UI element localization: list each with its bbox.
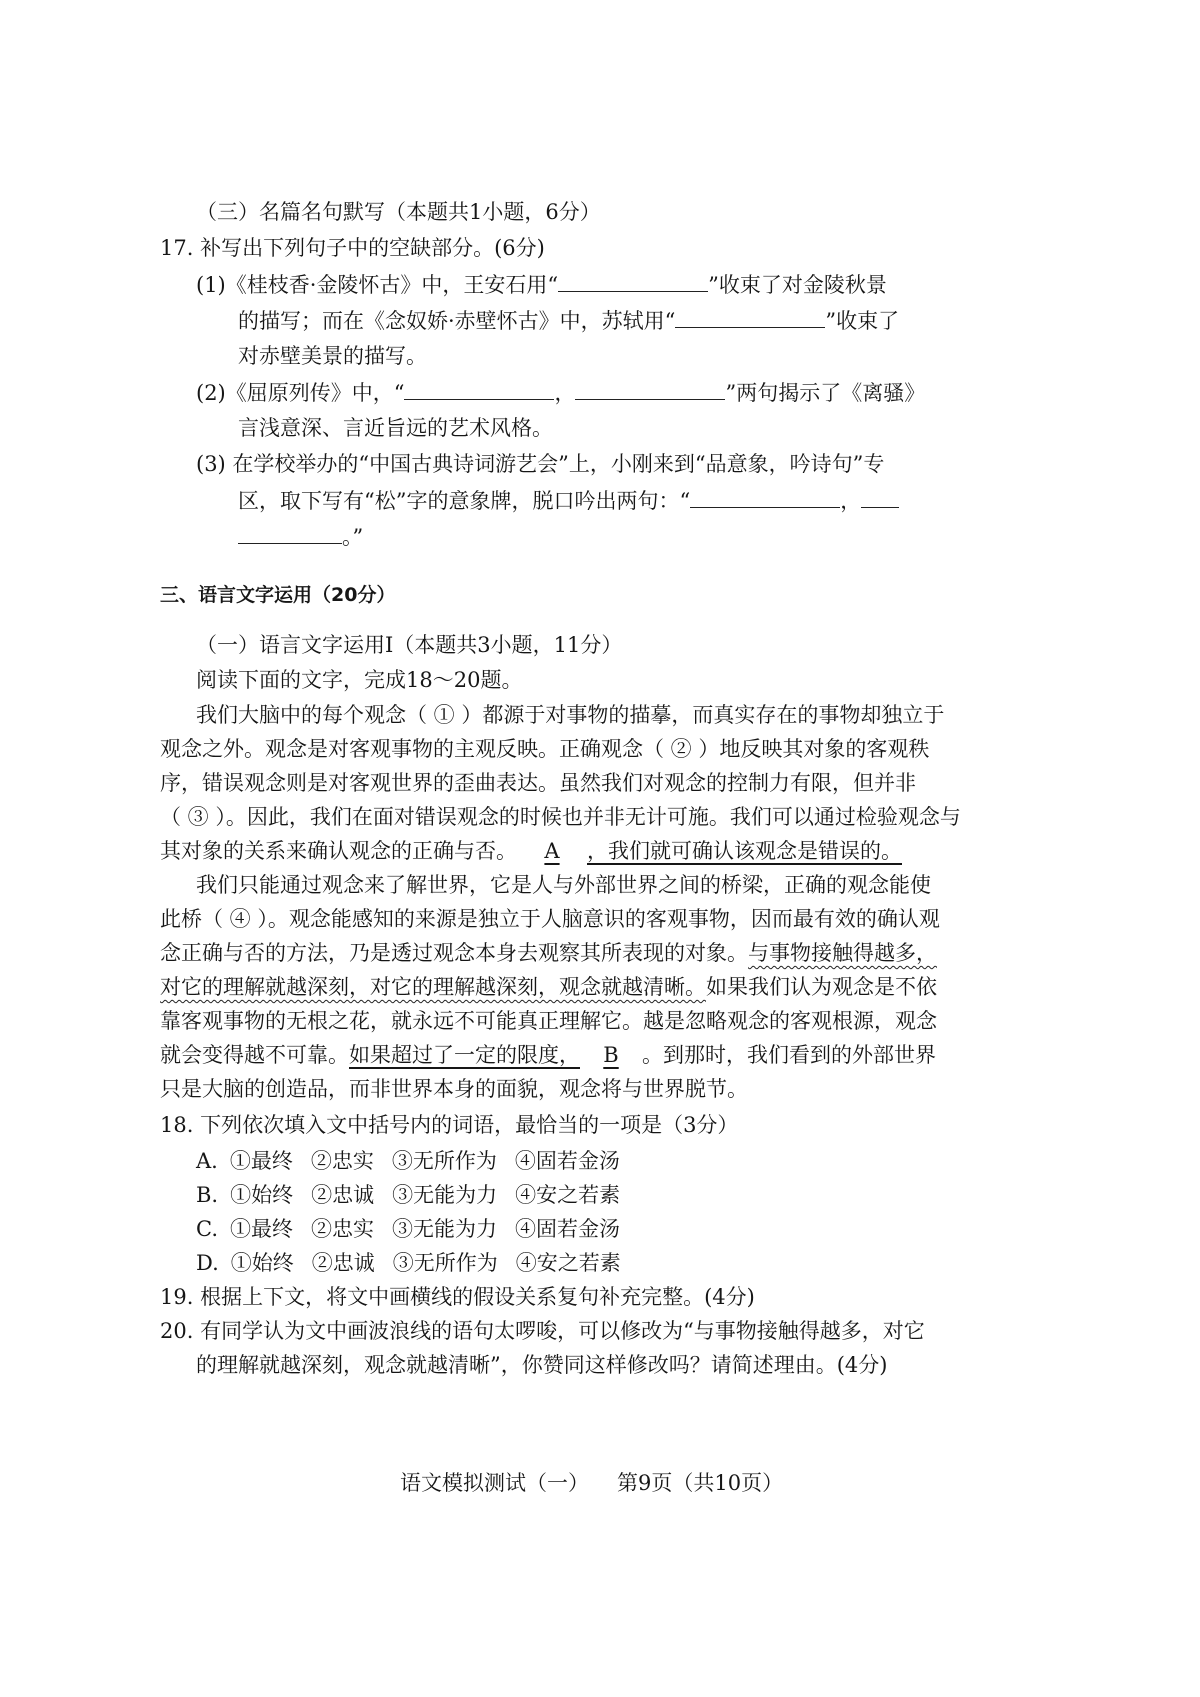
answer-blank-6a[interactable] xyxy=(861,485,899,508)
underlined-sentence: 如果超过了一定的限度， xyxy=(349,1043,580,1067)
q17-part3-line1: (3) 在学校举办的“中国古典诗词游艺会”上，小刚来到“品意象，吟诗句”专 xyxy=(196,452,885,476)
q18-option-a[interactable]: A. ①最终 ②忠实 ③无所作为 ④固若金汤 xyxy=(196,1149,620,1173)
q19-stem: 19. 根据上下文，将文中画横线的假设关系复句补充完整。(4分) xyxy=(160,1285,755,1309)
answer-blank-1[interactable] xyxy=(558,269,708,292)
reading-instruction: 阅读下面的文字，完成18～20题。 xyxy=(196,668,523,692)
q18-option-c[interactable]: C. ①最终 ②忠实 ③无能为力 ④固若金汤 xyxy=(196,1217,620,1241)
section-title: 三、语言文字运用（20分） xyxy=(160,584,396,606)
wavy-underlined-text: 对它的理解就越深刻，对它的理解越深刻，观念就越清晰。 xyxy=(160,975,706,999)
q17-part2-line2: 言浅意深、言近旨远的艺术风格。 xyxy=(238,416,553,440)
answer-blank-4[interactable] xyxy=(575,377,725,400)
answer-blank-5[interactable] xyxy=(690,485,840,508)
wavy-underlined-text: 与事物接触得越多， xyxy=(748,941,937,965)
subsection-1-heading: （一）语言文字运用Ⅰ（本题共3小题，11分） xyxy=(196,633,623,657)
passage-line: 此桥（ ④ ）。观念能感知的来源是独立于人脑意识的客观事物，因而最有效的确认观 xyxy=(160,907,940,931)
q17-part1-line1: (1)《桂枝香·金陵怀古》中，王安石用“ ”收束了对金陵秋景 xyxy=(196,269,887,300)
blank-b: B xyxy=(603,1043,619,1067)
answer-blank-6b[interactable] xyxy=(238,521,342,544)
q17-part3-line3: 。” xyxy=(238,521,363,552)
q17-part2-line1: (2)《屈原列传》中，“ ， ”两句揭示了《离骚》 xyxy=(196,377,925,408)
q17-stem: 17. 补写出下列句子中的空缺部分。(6分) xyxy=(160,236,545,260)
passage-line: 对它的理解就越深刻，对它的理解越深刻，观念就越清晰。如果我们认为观念是不依 xyxy=(160,975,937,999)
footer-exam-title: 语文模拟测试（一） xyxy=(400,1471,589,1495)
passage-line: 其对象的关系来确认观念的正确与否。 A ，我们就可确认该观念是错误的。 xyxy=(160,836,902,866)
q20-stem-line2: 的理解就越深刻，观念就越清晰”，你赞同这样修改吗？请简述理由。(4分) xyxy=(196,1353,888,1377)
underlined-sentence: ，我们就可确认该观念是错误的。 xyxy=(587,839,902,863)
blank-a: A xyxy=(544,839,560,863)
q18-option-d[interactable]: D. ①始终 ②忠诚 ③无所作为 ④安之若素 xyxy=(196,1251,621,1275)
subsection-heading: （三）名篇名句默写（本题共1小题，6分） xyxy=(196,200,601,224)
passage-line: 我们大脑中的每个观念（ ① ）都源于对事物的描摹，而真实存在的事物却独立于 xyxy=(196,703,945,727)
q17-part1-line2: 的描写；而在《念奴娇·赤壁怀古》中，苏轼用“ ”收束了 xyxy=(238,305,899,336)
q18-option-b[interactable]: B. ①始终 ②忠诚 ③无能为力 ④安之若素 xyxy=(196,1183,621,1207)
passage-line: （ ③ ）。因此，我们在面对错误观念的时候也并非无计可施。我们可以通过检验观念与 xyxy=(160,805,961,829)
q20-stem-line1: 20. 有同学认为文中画波浪线的语句太啰唆，可以修改为“与事物接触得越多，对它 xyxy=(160,1319,925,1343)
passage-line: 我们只能通过观念来了解世界，它是人与外部世界之间的桥梁，正确的观念能使 xyxy=(196,873,931,897)
passage-line: 念正确与否的方法，乃是透过观念本身去观察其所表现的对象。与事物接触得越多， xyxy=(160,941,937,965)
footer-page-number: 第9页（共10页） xyxy=(617,1471,784,1495)
page-footer xyxy=(400,1468,783,1498)
answer-blank-3[interactable] xyxy=(404,377,554,400)
q17-part3-line2: 区，取下写有“松”字的意象牌，脱口吟出两句：“ ， xyxy=(238,485,899,516)
passage-line: 就会变得越不可靠。如果超过了一定的限度， B 。到那时，我们看到的外部世界 xyxy=(160,1040,936,1070)
passage-line: 观念之外。观念是对客观事物的主观反映。正确观念（ ② ）地反映其对象的客观秩 xyxy=(160,737,930,761)
q17-part1-line3: 对赤壁美景的描写。 xyxy=(238,344,427,368)
q18-stem: 18. 下列依次填入文中括号内的词语，最恰当的一项是（3分） xyxy=(160,1113,739,1137)
passage-line: 序，错误观念则是对客观世界的歪曲表达。虽然我们对观念的控制力有限，但并非 xyxy=(160,771,916,795)
passage-line: 靠客观事物的无根之花，就永远不可能真正理解它。越是忽略观念的客观根源，观念 xyxy=(160,1009,937,1033)
passage-line: 只是大脑的创造品，而非世界本身的面貌，观念将与世界脱节。 xyxy=(160,1077,748,1101)
answer-blank-2[interactable] xyxy=(675,305,825,328)
